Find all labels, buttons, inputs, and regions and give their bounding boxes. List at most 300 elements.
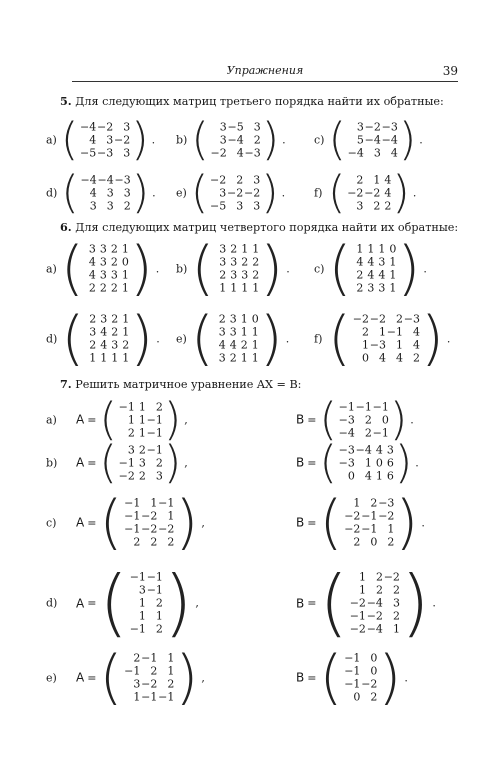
right-paren: ) bbox=[129, 233, 153, 303]
matrix-entry: 4 bbox=[412, 338, 420, 352]
matrix-entry: 1 bbox=[219, 281, 227, 295]
matrix-entry: −3 bbox=[114, 173, 131, 187]
matrix-entry: 1 bbox=[358, 570, 366, 584]
matrix-entry: −2 bbox=[364, 186, 381, 200]
matrix-entry: −4 bbox=[227, 133, 244, 147]
matrix-row bbox=[215, 243, 259, 256]
matrix-row bbox=[338, 414, 389, 427]
matrix-body bbox=[342, 494, 395, 553]
matrix-entry: 1 bbox=[367, 242, 375, 256]
matrix-entry: 1 bbox=[167, 651, 175, 665]
matrix-entry: −3 bbox=[369, 338, 386, 352]
matrix-body bbox=[345, 171, 392, 216]
matrix-row bbox=[210, 147, 261, 160]
matrix-entry: −1 bbox=[338, 400, 355, 414]
matrix bbox=[60, 113, 149, 166]
matrix-entry: 3 bbox=[356, 199, 364, 213]
matrix-row bbox=[352, 256, 396, 269]
matrix-problem bbox=[256, 487, 425, 557]
matrix-row bbox=[123, 678, 174, 691]
matrix-entry: 0 bbox=[370, 651, 378, 665]
matrix-row bbox=[352, 282, 396, 295]
matrix-problem bbox=[314, 166, 417, 219]
trailing-punctuation: . bbox=[151, 133, 156, 147]
matrix-body bbox=[214, 310, 260, 369]
matrix-entry: −1 bbox=[129, 570, 146, 584]
matrix bbox=[319, 393, 408, 446]
matrix bbox=[319, 642, 402, 712]
matrix-problem bbox=[176, 233, 290, 303]
matrix-entry: 2 bbox=[150, 535, 158, 549]
matrix-entry: −3 bbox=[381, 120, 398, 134]
matrix-entry: 3 bbox=[106, 199, 114, 213]
matrix bbox=[319, 560, 430, 646]
matrix-row bbox=[85, 326, 129, 339]
matrix-name: B bbox=[296, 456, 305, 470]
matrix-entry: 4 bbox=[100, 325, 108, 339]
matrix-entry: 4 bbox=[367, 268, 375, 282]
matrix-row bbox=[343, 523, 394, 536]
matrix-entry: 2 bbox=[219, 268, 227, 282]
matrix-entry: 2 bbox=[364, 426, 372, 440]
matrix-entry: −4 bbox=[338, 426, 355, 440]
trailing-punctuation: . bbox=[282, 133, 286, 147]
matrix-entry: −2 bbox=[349, 622, 366, 636]
matrix-entry: 1 bbox=[241, 281, 249, 295]
right-paren: ) bbox=[420, 303, 444, 373]
matrix-entry: 3 bbox=[229, 325, 237, 339]
matrix bbox=[328, 303, 444, 373]
right-paren: ) bbox=[261, 166, 279, 219]
matrix-entry: 2 bbox=[240, 338, 248, 352]
left-paren: ( bbox=[99, 560, 128, 646]
equals-sign: = bbox=[87, 516, 97, 530]
matrix-row bbox=[349, 623, 400, 636]
matrix-entry: −1 bbox=[129, 622, 146, 636]
trailing-punctuation: . bbox=[446, 332, 451, 346]
matrix-row bbox=[210, 121, 261, 134]
matrix-entry: 3 bbox=[378, 255, 386, 269]
matrix-entry: 3 bbox=[100, 312, 108, 326]
matrix-name: A bbox=[76, 456, 85, 470]
matrix-row bbox=[79, 147, 130, 160]
matrix-row bbox=[80, 200, 131, 213]
matrix-entry: 1 bbox=[230, 281, 238, 295]
matrix-row bbox=[209, 200, 260, 213]
matrix-entry: 2 bbox=[89, 312, 97, 326]
matrix-entry: 4 bbox=[364, 469, 372, 483]
left-paren: ( bbox=[191, 233, 215, 303]
matrix-row bbox=[349, 571, 400, 584]
trailing-punctuation: . bbox=[415, 456, 419, 470]
matrix bbox=[319, 436, 413, 489]
matrix-problem bbox=[176, 303, 290, 373]
matrix-entry: 1 bbox=[240, 351, 248, 365]
matrix-row bbox=[79, 121, 130, 134]
matrix-entry: 1 bbox=[122, 325, 130, 339]
matrix-row bbox=[349, 597, 400, 610]
matrix-row bbox=[85, 352, 129, 365]
matrix-entry: 3 bbox=[219, 242, 227, 256]
matrix-entry: 4 bbox=[88, 255, 96, 269]
left-paren: ( bbox=[60, 113, 79, 166]
matrix-entry: 1 bbox=[167, 509, 175, 523]
matrix-body bbox=[351, 310, 421, 369]
right-paren: ) bbox=[378, 642, 402, 712]
matrix-row bbox=[129, 623, 163, 636]
right-paren: ) bbox=[398, 113, 417, 166]
matrix-entry: 1 bbox=[133, 690, 141, 704]
matrix-entry: −1 bbox=[118, 456, 135, 470]
matrix-entry: 4 bbox=[88, 268, 96, 282]
matrix-body bbox=[117, 398, 164, 443]
matrix-row bbox=[123, 691, 174, 704]
problem-label: b) bbox=[176, 133, 188, 147]
right-paren: ) bbox=[400, 560, 430, 646]
left-paren: ( bbox=[319, 642, 343, 712]
matrix-row bbox=[349, 610, 400, 623]
matrix-body bbox=[208, 171, 261, 216]
left-paren: ( bbox=[61, 166, 79, 219]
matrix-row bbox=[338, 444, 394, 457]
right-paren: ) bbox=[175, 487, 199, 557]
trailing-punctuation: , bbox=[184, 413, 188, 427]
trailing-punctuation: . bbox=[410, 413, 414, 427]
matrix-entry: 1 bbox=[387, 522, 395, 536]
matrix-row bbox=[129, 571, 163, 584]
matrix bbox=[328, 233, 421, 303]
matrix-body bbox=[346, 118, 399, 163]
matrix-entry: 0 bbox=[381, 413, 389, 427]
matrix-name: A bbox=[76, 413, 85, 427]
matrix-entry: −2 bbox=[210, 146, 227, 160]
matrix-entry: −2 bbox=[344, 509, 361, 523]
matrix-entry: 2 bbox=[110, 281, 118, 295]
exercise-text: Для следующих матриц четвертого порядка найти их обратные: bbox=[75, 221, 459, 234]
matrix-row bbox=[118, 401, 163, 414]
matrix-entry: 3 bbox=[230, 268, 238, 282]
matrix-entry: −1 bbox=[146, 443, 163, 457]
right-paren: ) bbox=[163, 436, 182, 489]
matrix bbox=[60, 233, 153, 303]
matrix-entry: 2 bbox=[387, 535, 395, 549]
matrix-entry: −4 bbox=[80, 173, 97, 187]
matrix-entry: −1 bbox=[386, 325, 403, 339]
left-paren: ( bbox=[190, 166, 209, 219]
problem-label: d) bbox=[46, 332, 58, 346]
left-paren: ( bbox=[60, 233, 84, 303]
matrix-entry: −3 bbox=[338, 456, 355, 470]
left-paren: ( bbox=[99, 393, 117, 446]
matrix-entry: 3 bbox=[241, 268, 249, 282]
exercise-5-heading bbox=[60, 94, 444, 108]
matrix-entry: 1 bbox=[121, 242, 129, 256]
left-paren: ( bbox=[191, 113, 209, 166]
matrix-entry: 3 bbox=[155, 469, 163, 483]
matrix-entry: 3 bbox=[230, 255, 238, 269]
matrix-entry: −4 bbox=[366, 596, 383, 610]
exercise-6-heading bbox=[60, 220, 458, 234]
matrix-row bbox=[347, 147, 398, 160]
matrix-entry: 4 bbox=[395, 351, 403, 365]
matrix-entry: 1 bbox=[389, 268, 397, 282]
left-paren: ( bbox=[99, 436, 117, 489]
matrix-problem bbox=[46, 113, 156, 166]
matrix-row bbox=[123, 523, 174, 536]
trailing-punctuation: . bbox=[286, 262, 290, 276]
matrix bbox=[190, 166, 279, 219]
matrix-entry: −2 bbox=[344, 522, 361, 536]
matrix-entry: −1 bbox=[118, 400, 135, 414]
problem-label: f) bbox=[314, 332, 323, 346]
matrix-entry: 2 bbox=[133, 651, 141, 665]
trailing-punctuation: , bbox=[201, 671, 205, 685]
matrix-row bbox=[346, 200, 391, 213]
matrix-name: A bbox=[76, 596, 85, 610]
matrix bbox=[319, 487, 419, 557]
problem-label: c) bbox=[46, 516, 57, 530]
matrix-entry: 3 bbox=[386, 443, 394, 457]
matrix-row bbox=[123, 497, 174, 510]
matrix-row bbox=[346, 187, 391, 200]
matrix-entry: 3 bbox=[127, 443, 135, 457]
matrix-entry: 2 bbox=[384, 199, 392, 213]
matrix-entry: −2 bbox=[347, 186, 364, 200]
matrix-entry: −3 bbox=[97, 146, 114, 160]
matrix-entry: 2 bbox=[252, 255, 260, 269]
matrix-entry: 1 bbox=[127, 413, 135, 427]
matrix-entry: −1 bbox=[344, 664, 361, 678]
equals-sign: = bbox=[307, 671, 317, 685]
matrix-entry: 2 bbox=[356, 281, 364, 295]
matrix-entry: 1 bbox=[389, 281, 397, 295]
matrix-entry: 1 bbox=[252, 281, 260, 295]
matrix-entry: 1 bbox=[392, 622, 400, 636]
matrix-problem bbox=[46, 393, 188, 446]
matrix-row bbox=[343, 665, 377, 678]
matrix-entry: 6 bbox=[386, 469, 394, 483]
matrix-entry: 2 bbox=[236, 173, 244, 187]
matrix bbox=[99, 393, 182, 446]
trailing-punctuation: , bbox=[184, 456, 188, 470]
matrix-row bbox=[352, 313, 420, 326]
trailing-punctuation: . bbox=[152, 186, 156, 200]
matrix-problem bbox=[46, 487, 205, 557]
matrix-row bbox=[338, 427, 389, 440]
matrix-row bbox=[338, 401, 389, 414]
matrix-entry: 4 bbox=[218, 338, 226, 352]
matrix-entry: 3 bbox=[138, 456, 146, 470]
matrix-entry: 3 bbox=[219, 120, 227, 134]
matrix-entry: −1 bbox=[146, 570, 163, 584]
matrix-entry: −2 bbox=[349, 596, 366, 610]
matrix-row bbox=[215, 352, 259, 365]
matrix-body bbox=[342, 649, 378, 708]
matrix-entry: −2 bbox=[366, 609, 383, 623]
matrix bbox=[61, 166, 150, 219]
matrix-entry: 1 bbox=[240, 325, 248, 339]
matrix-entry: 3 bbox=[373, 146, 381, 160]
matrix-row bbox=[85, 282, 129, 295]
matrix-entry: 2 bbox=[150, 664, 158, 678]
exercise-7-heading bbox=[60, 377, 301, 391]
matrix bbox=[328, 166, 410, 219]
equals-sign: = bbox=[87, 413, 97, 427]
matrix-entry: 3 bbox=[89, 199, 97, 213]
matrix-entry: 3 bbox=[111, 338, 119, 352]
exercise-number: 6. bbox=[60, 220, 72, 234]
problem-label: e) bbox=[46, 671, 57, 685]
right-paren: ) bbox=[260, 233, 284, 303]
matrix-entry: −3 bbox=[338, 443, 355, 457]
equals-sign: = bbox=[87, 671, 97, 685]
matrix-entry: 2 bbox=[370, 496, 378, 510]
matrix-entry: 6 bbox=[386, 456, 394, 470]
matrix-row bbox=[123, 665, 174, 678]
matrix-entry: 2 bbox=[353, 535, 361, 549]
matrix-body bbox=[337, 398, 390, 443]
matrix-problem bbox=[314, 113, 423, 166]
matrix-entry: 1 bbox=[373, 173, 381, 187]
matrix-entry: −1 bbox=[124, 496, 141, 510]
problem-label: c) bbox=[314, 262, 325, 276]
matrix-row bbox=[352, 269, 396, 282]
matrix-entry: 2 bbox=[127, 426, 135, 440]
matrix-entry: 3 bbox=[106, 186, 114, 200]
left-paren: ( bbox=[319, 487, 343, 557]
matrix-entry: −2 bbox=[361, 677, 378, 691]
matrix-entry: 4 bbox=[89, 133, 97, 147]
matrix-row bbox=[338, 470, 394, 483]
matrix-entry: 2 bbox=[155, 622, 163, 636]
matrix-entry: 2 bbox=[392, 609, 400, 623]
matrix-entry: −2 bbox=[244, 186, 261, 200]
matrix-entry: 4 bbox=[384, 186, 392, 200]
matrix-row bbox=[118, 457, 163, 470]
matrix bbox=[99, 436, 182, 489]
matrix-entry: 2 bbox=[395, 312, 403, 326]
matrix-entry: 0 bbox=[370, 664, 378, 678]
matrix-entry: 2 bbox=[412, 351, 420, 365]
matrix-entry: 4 bbox=[378, 268, 386, 282]
matrix-problem bbox=[256, 393, 414, 446]
matrix-entry: 3 bbox=[88, 242, 96, 256]
matrix-row bbox=[215, 339, 259, 352]
matrix-entry: 1 bbox=[378, 325, 386, 339]
matrix-entry: 3 bbox=[392, 596, 400, 610]
matrix-entry: −4 bbox=[355, 443, 372, 457]
matrix bbox=[191, 113, 280, 166]
left-paren: ( bbox=[328, 166, 346, 219]
right-paren: ) bbox=[131, 113, 149, 166]
matrix-entry: 2 bbox=[138, 443, 146, 457]
matrix-entry: −2 bbox=[141, 509, 158, 523]
matrix-problem bbox=[46, 166, 156, 219]
matrix-name: A bbox=[76, 515, 85, 530]
matrix-entry: −2 bbox=[97, 120, 114, 134]
matrix-entry: −2 bbox=[378, 509, 395, 523]
matrix-row bbox=[343, 497, 394, 510]
matrix-entry: 2 bbox=[155, 400, 163, 414]
running-header bbox=[72, 64, 458, 80]
matrix-row bbox=[215, 326, 259, 339]
matrix-entry: 1 bbox=[89, 351, 97, 365]
matrix-entry: 1 bbox=[356, 242, 364, 256]
left-paren: ( bbox=[99, 642, 123, 712]
matrix-entry: 3 bbox=[99, 242, 107, 256]
matrix-problem bbox=[256, 436, 419, 489]
equals-sign: = bbox=[307, 596, 317, 610]
matrix-entry: 2 bbox=[122, 338, 130, 352]
matrix-entry: −3 bbox=[338, 413, 355, 427]
matrix-row bbox=[343, 510, 394, 523]
matrix-entry: 2 bbox=[88, 281, 96, 295]
left-paren: ( bbox=[328, 233, 352, 303]
matrix-entry: 3 bbox=[99, 255, 107, 269]
matrix-entry: 3 bbox=[123, 146, 131, 160]
matrix-entry: 3 bbox=[99, 268, 107, 282]
matrix-entry: 2 bbox=[373, 199, 381, 213]
matrix-entry: 4 bbox=[378, 351, 386, 365]
matrix-entry: 1 bbox=[364, 456, 372, 470]
matrix-entry: 1 bbox=[378, 242, 386, 256]
matrix-entry: 2 bbox=[253, 133, 261, 147]
trailing-punctuation: . bbox=[423, 262, 427, 276]
matrix-entry: 2 bbox=[111, 325, 119, 339]
problem-label: d) bbox=[46, 186, 58, 200]
matrix-entry: 2 bbox=[241, 255, 249, 269]
matrix-row bbox=[123, 510, 174, 523]
matrix-entry: 2 bbox=[133, 535, 141, 549]
matrix-entry: 3 bbox=[378, 281, 386, 295]
matrix bbox=[99, 487, 199, 557]
left-paren: ( bbox=[319, 560, 348, 646]
matrix-row bbox=[343, 691, 377, 704]
matrix-entry: −1 bbox=[355, 400, 372, 414]
matrix-problem bbox=[46, 560, 199, 646]
matrix-row bbox=[352, 243, 396, 256]
matrix-entry: 1 bbox=[358, 583, 366, 597]
matrix-entry: 3 bbox=[236, 199, 244, 213]
matrix-entry: −1 bbox=[124, 664, 141, 678]
matrix-problem bbox=[46, 436, 188, 489]
matrix-row bbox=[352, 326, 420, 339]
matrix-body bbox=[84, 240, 130, 299]
problem-label: b) bbox=[46, 456, 58, 470]
matrix-entry: 2 bbox=[123, 199, 131, 213]
matrix-row bbox=[118, 470, 163, 483]
matrix-entry: 1 bbox=[100, 351, 108, 365]
matrix-row bbox=[215, 313, 259, 326]
matrix-entry: −1 bbox=[349, 609, 366, 623]
matrix-entry: 0 bbox=[361, 351, 369, 365]
trailing-punctuation: . bbox=[421, 516, 425, 530]
matrix-entry: −1 bbox=[146, 413, 163, 427]
equals-sign: = bbox=[87, 456, 97, 470]
matrix-entry: 3 bbox=[229, 312, 237, 326]
matrix-row bbox=[338, 457, 394, 470]
matrix-entry: 3 bbox=[133, 677, 141, 691]
matrix-entry: 3 bbox=[138, 583, 146, 597]
matrix-problem bbox=[46, 642, 205, 712]
equals-sign: = bbox=[87, 596, 97, 610]
matrix-row bbox=[129, 584, 163, 597]
matrix-entry: 4 bbox=[412, 325, 420, 339]
matrix-problem bbox=[176, 113, 286, 166]
matrix-row bbox=[80, 187, 131, 200]
trailing-punctuation: . bbox=[156, 332, 160, 346]
matrix-row bbox=[343, 536, 394, 549]
